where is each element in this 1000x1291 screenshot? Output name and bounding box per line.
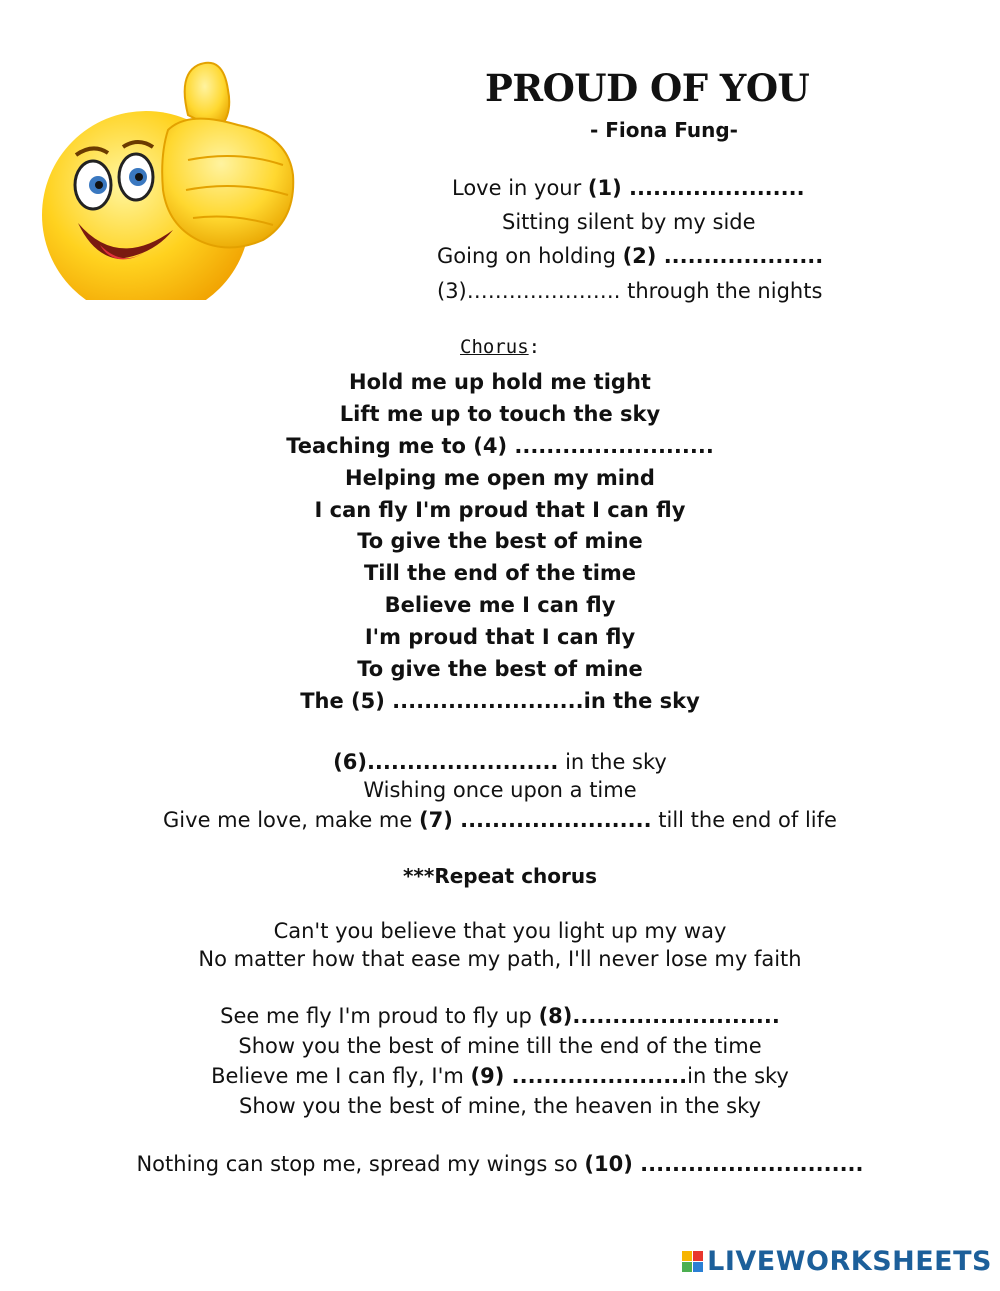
lyric-text: in the sky: [558, 750, 667, 774]
verse2-line-2: Wishing once upon a time: [363, 778, 637, 802]
verse1-line-3: [437, 243, 823, 269]
chorus-line: Believe me I can fly: [384, 593, 616, 617]
chorus-line: Helping me open my mind: [345, 466, 655, 490]
verse3-line-2: Show you the best of mine till the end of the time: [238, 1034, 762, 1058]
answer-blank-2[interactable]: ....................: [663, 244, 824, 268]
liveworksheets-brand: LIVEWORKSHEETS: [707, 1246, 992, 1277]
lyric-text: Believe me I can fly, I'm: [211, 1064, 471, 1088]
lyric-text: Give me love, make me: [163, 808, 419, 832]
answer-blank-1[interactable]: ......................: [629, 176, 805, 200]
author-name: - Fiona Fung-: [590, 118, 738, 142]
verse3-line-4: Show you the best of mine, the heaven in the sky: [239, 1094, 761, 1118]
chorus-line: To give the best of mine: [357, 529, 643, 553]
chorus-line: To give the best of mine: [357, 657, 643, 681]
chorus-line-answer-blank-4[interactable]: Teaching me to (4) .........................: [286, 434, 714, 458]
chorus-line: Till the end of the time: [363, 561, 637, 585]
chorus-colon: :: [528, 336, 541, 358]
lyric-text: in the sky: [687, 1064, 789, 1088]
verse1-line-4-answer-blank-3[interactable]: (3)…………………. through the nights: [437, 279, 823, 303]
verse2-line-3: [0, 807, 1000, 833]
lyric-text: till the end of life: [651, 808, 837, 832]
bridge-line-2: No matter how that ease my path, I'll never lose my faith: [198, 947, 802, 971]
chorus-line: Hold me up hold me tight: [349, 370, 651, 394]
page-title: PROUD OF YOU: [485, 66, 810, 110]
verse2-line-1: [0, 749, 1000, 775]
chorus-line: I'm proud that I can fly: [364, 625, 636, 649]
verse1-line-1: [452, 175, 805, 201]
chorus-label: [460, 336, 540, 358]
answer-blank-5[interactable]: ........................: [392, 689, 584, 713]
chorus-label-text: Chorus: [460, 336, 529, 358]
lyric-text: The (5): [300, 689, 393, 713]
liveworksheets-blocks-icon: [682, 1251, 703, 1272]
thumbs-up-emoji-icon: [38, 55, 300, 300]
blank-number: (1): [587, 176, 630, 200]
lyric-text: See me fly I'm proud to fly up: [220, 1004, 539, 1028]
answer-blank-10[interactable]: (10) ............................: [584, 1152, 864, 1176]
answer-blank-8[interactable]: (8)..........................: [538, 1004, 780, 1028]
bridge-line-1: Can't you believe that you light up my way: [273, 919, 727, 943]
blank-number: (2): [622, 244, 664, 268]
lyric-text: Going on holding: [437, 244, 623, 268]
answer-blank-7[interactable]: (7) ........................: [418, 808, 652, 832]
repeat-chorus-note: ***Repeat chorus: [402, 864, 598, 888]
lyric-text: in the sky: [583, 689, 700, 713]
lyric-text: Nothing can stop me, spread my wings so: [136, 1152, 585, 1176]
chorus-last-line: [0, 688, 1000, 714]
verse1-line-2: Sitting silent by my side: [502, 210, 756, 234]
verse3-line-1: [0, 1003, 1000, 1029]
liveworksheets-logo: [682, 1246, 992, 1277]
final-line: [0, 1151, 1000, 1177]
answer-blank-9[interactable]: (9) ......................: [470, 1064, 688, 1088]
chorus-line: I can fly I'm proud that I can fly: [314, 498, 686, 522]
verse3-line-3: [0, 1063, 1000, 1089]
chorus-line: Lift me up to touch the sky: [339, 402, 661, 426]
answer-blank-6[interactable]: (6)........................: [333, 750, 559, 774]
lyric-text: Love in your: [452, 176, 588, 200]
